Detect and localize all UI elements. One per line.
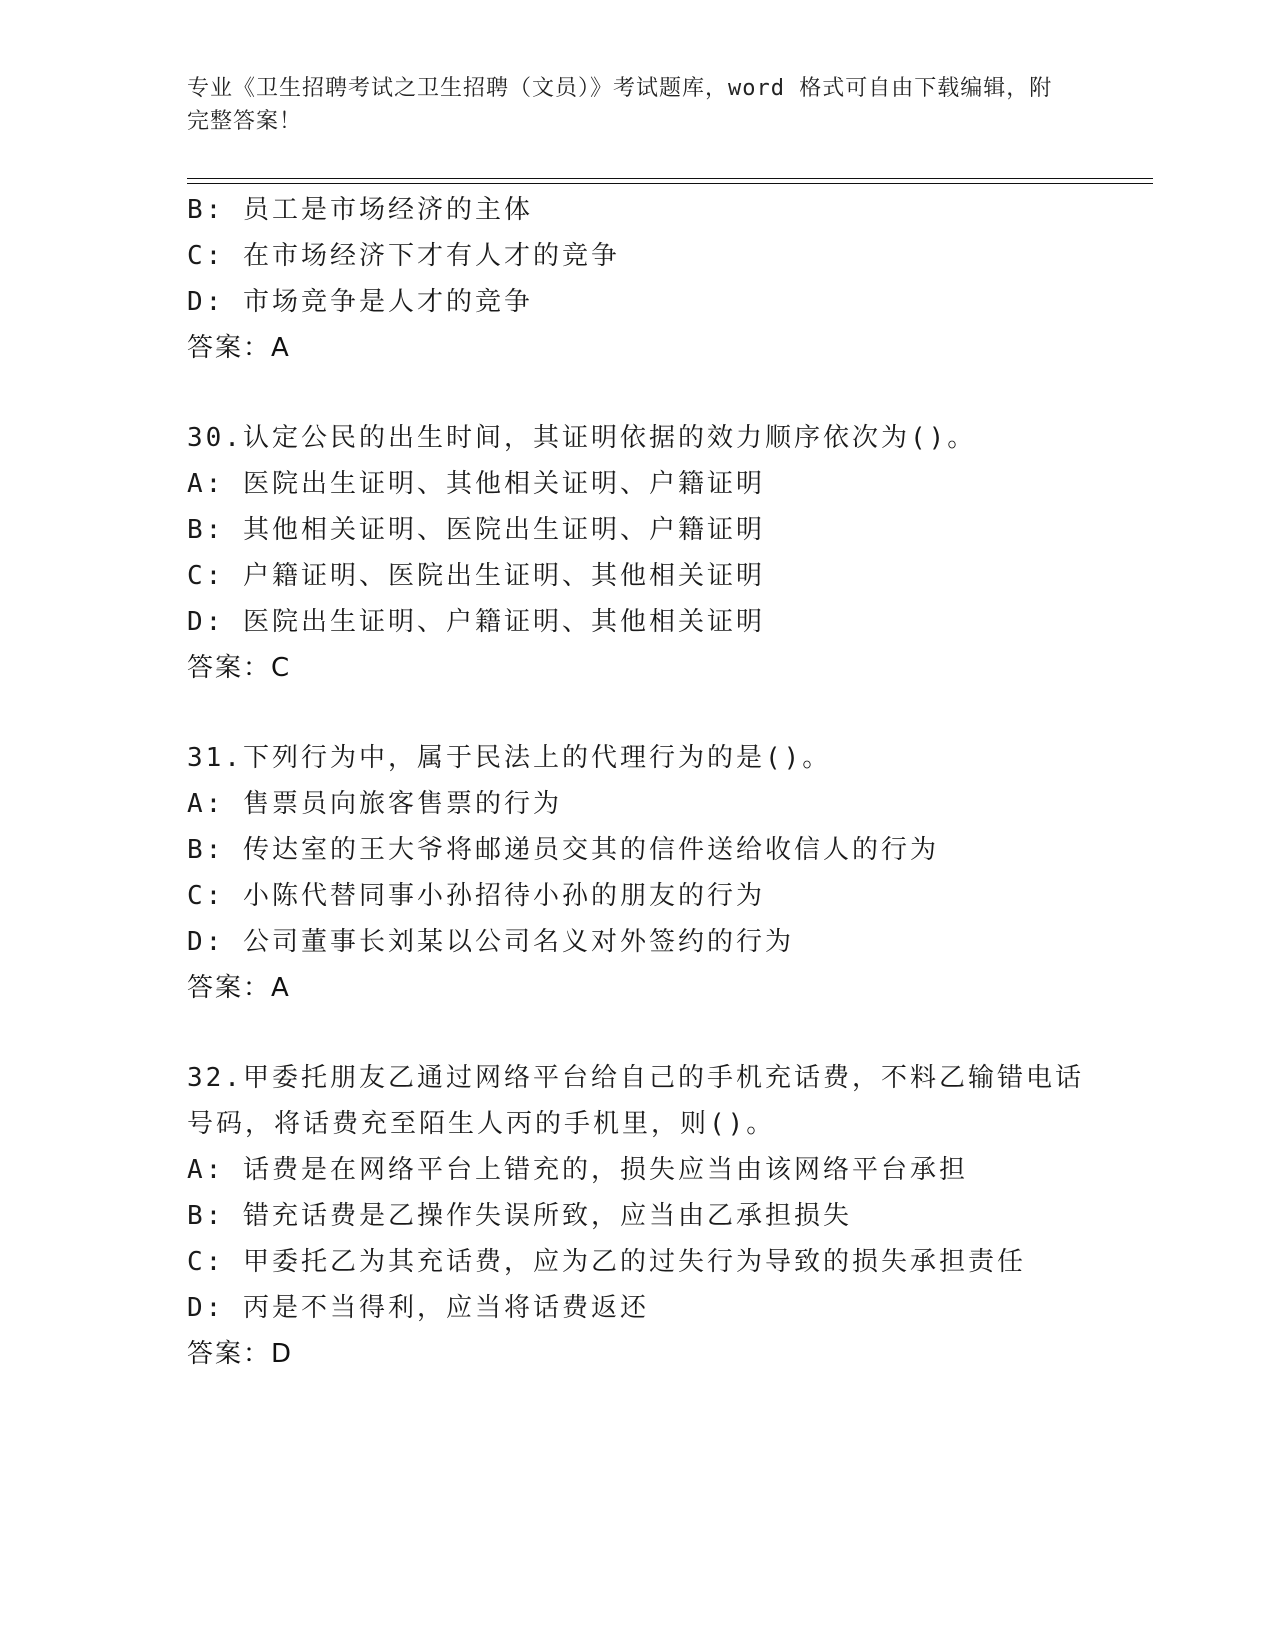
option-a: A: 医院出生证明、其他相关证明、户籍证明 bbox=[187, 469, 765, 499]
option-b: B: 其他相关证明、医院出生证明、户籍证明 bbox=[187, 515, 765, 545]
question-title: 31.下列行为中，属于民法上的代理行为的是()。 bbox=[187, 743, 832, 773]
question-title: 30.认定公民的出生时间，其证明依据的效力顺序依次为()。 bbox=[187, 423, 977, 453]
document-header: 专业《卫生招聘考试之卫生招聘（文员）》考试题库，word 格式可自由下载编辑，附完整答案！ bbox=[187, 76, 1053, 134]
option-b: B: 错充话费是乙操作失误所致，应当由乙承担损失 bbox=[187, 1201, 852, 1231]
header-rule-bottom bbox=[187, 183, 1153, 184]
option-d: D: 市场竞争是人才的竞争 bbox=[187, 287, 533, 317]
answer-label: 答案：A bbox=[187, 333, 291, 363]
answer-label: 答案：D bbox=[187, 1339, 294, 1369]
option-a: A: 售票员向旅客售票的行为 bbox=[187, 789, 562, 819]
option-c: C: 小陈代替同事小孙招待小孙的朋友的行为 bbox=[187, 881, 765, 911]
option-c: C: 户籍证明、医院出生证明、其他相关证明 bbox=[187, 561, 765, 591]
answer-label: 答案：C bbox=[187, 653, 292, 683]
option-c: C: 甲委托乙为其充话费，应为乙的过失行为导致的损失承担责任 bbox=[187, 1247, 1026, 1277]
option-d: D: 医院出生证明、户籍证明、其他相关证明 bbox=[187, 607, 765, 637]
option-d: D: 公司董事长刘某以公司名义对外签约的行为 bbox=[187, 927, 794, 957]
option-c: C: 在市场经济下才有人才的竞争 bbox=[187, 241, 620, 271]
question-30 bbox=[187, 415, 1147, 691]
question-title: 32.甲委托朋友乙通过网络平台给自己的手机充话费，不料乙输错电话号码，将话费充至陌生人丙的手机里，则()。 bbox=[187, 1063, 1084, 1139]
question-content bbox=[187, 187, 1147, 1377]
prev-question-block bbox=[187, 187, 1147, 371]
answer-label: 答案：A bbox=[187, 973, 291, 1003]
option-a: A: 话费是在网络平台上错充的，损失应当由该网络平台承担 bbox=[187, 1155, 968, 1185]
header-rule-top bbox=[187, 178, 1153, 179]
option-d: D: 丙是不当得利，应当将话费返还 bbox=[187, 1293, 649, 1323]
question-32 bbox=[187, 1055, 1147, 1377]
question-31 bbox=[187, 735, 1147, 1011]
option-b: B: 员工是市场经济的主体 bbox=[187, 195, 533, 225]
option-b: B: 传达室的王大爷将邮递员交其的信件送给收信人的行为 bbox=[187, 835, 939, 865]
